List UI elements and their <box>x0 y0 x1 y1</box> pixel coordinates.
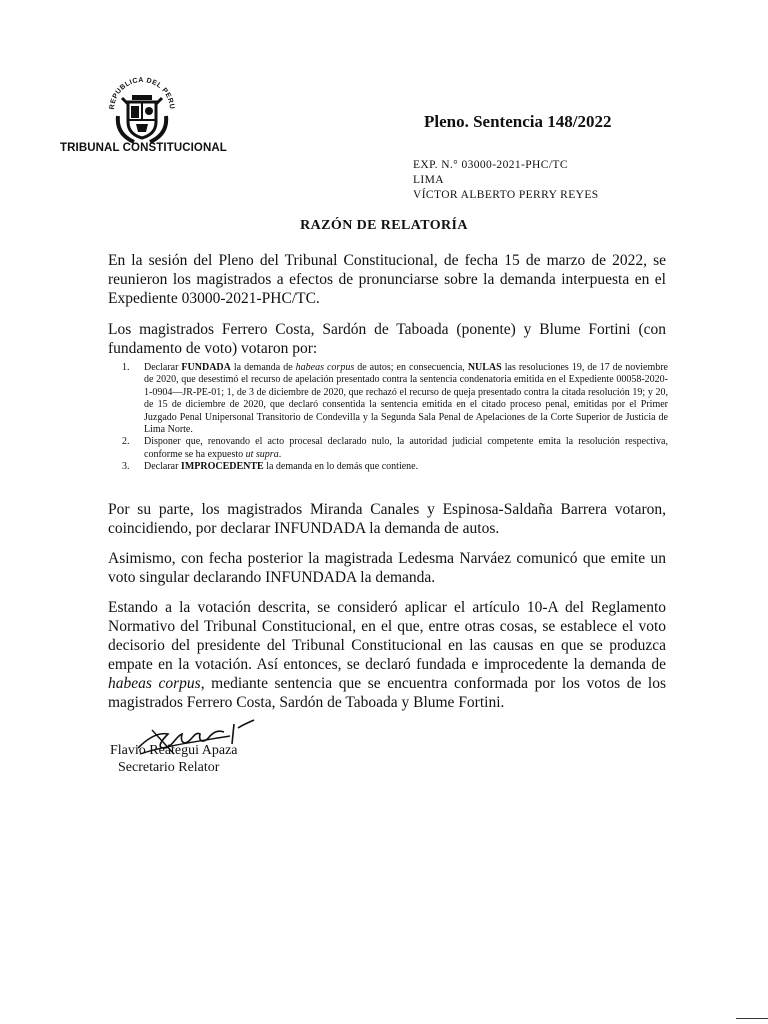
signer-title: Secretario Relator <box>118 760 220 775</box>
page-edge-divider <box>736 1018 768 1019</box>
emblem-text: REPUBLICA DEL PERU <box>108 76 176 110</box>
case-party: VÍCTOR ALBERTO PERRY REYES <box>413 189 599 201</box>
case-info <box>413 158 599 203</box>
coat-of-arms-emblem <box>104 72 180 148</box>
paragraph-session: En la sesión del Pleno del Tribunal Constitucional, de fecha 15 de marzo de 2022, se reunieron los magistrados a efectos de pronunciarse sobre la demanda interpuesta en el Expediente 03000-2021-PHC/TC. <box>108 252 666 307</box>
paragraph-dissent: Por su parte, los magistrados Miranda Canales y Espinosa-Saldaña Barrera votaron, coincidiendo, por declarar INFUNDADA la demanda de autos. <box>108 501 666 537</box>
paragraph-singular-vote: Asimismo, con fecha posterior la magistrada Ledesma Narváez comunicó que emite un voto singular declarando INFUNDADA la demanda. <box>108 550 666 586</box>
case-city: LIMA <box>413 174 444 186</box>
case-file-number: EXP. N.° 03000-2021-PHC/TC <box>413 159 568 171</box>
signer-name: Flavio Reátegui Apaza <box>110 743 238 758</box>
institution-name: TRIBUNAL CONSTITUCIONAL <box>60 142 227 154</box>
list-item: 3. Declarar IMPROCEDENTE la demanda en lo demás que contiene. <box>122 461 419 473</box>
list-item: 1. Declarar FUNDADA la demanda de habeas corpus de autos; en consecuencia, NULAS las resoluciones 19, de 17 de noviembre de 2020, que desestimó el recurso de apelación presentado contra la sentencia condenatoria emitida en el Expediente 00058-2020-1-0904—JR-PE-01; 1, de 3 de diciembre de 2020, que rechazó el recurso de queja presentado contra la citada resolución 19; y 20, de 15 de diciembre de 2020, que declaró consentida la sentencia emitida en el citado proceso penal, emitidas por el Primer Juzgado Penal Unipersonal Transitorio de Condevilla y la Segunda Sala Penal de Apelaciones de la Corte Superior de Justicia de Lima Norte. <box>122 362 668 436</box>
paragraph-conclusion: Estando a la votación descrita, se consideró aplicar el artículo 10-A del Reglamento Normativo del Tribunal Constitucional, en el que, entre otras cosas, se establece el voto decisorio del presidente del Tribunal Constitucional en las causas en que se produzca empate en la votación. Así entonces, se declaró fundada e improcedente la demanda de habeas corpus, mediante sentencia que se encuentra conformada por los votos de los magistrados Ferrero Costa, Sardón de Taboada y Blume Fortini. <box>108 599 666 711</box>
vote-list <box>122 362 668 474</box>
document-heading: RAZÓN DE RELATORÍA <box>300 218 468 233</box>
list-item: 2. Disponer que, renovando el acto procesal declarado nulo, la autoridad judicial competente emita la resolución respectiva, conforme se ha expuesto ut supra. <box>122 436 668 460</box>
sentence-number: Pleno. Sentencia 148/2022 <box>424 112 612 131</box>
paragraph-magistrates-vote: Los magistrados Ferrero Costa, Sardón de Taboada (ponente) y Blume Fortini (con fundamento de voto) votaron por: <box>108 321 666 357</box>
